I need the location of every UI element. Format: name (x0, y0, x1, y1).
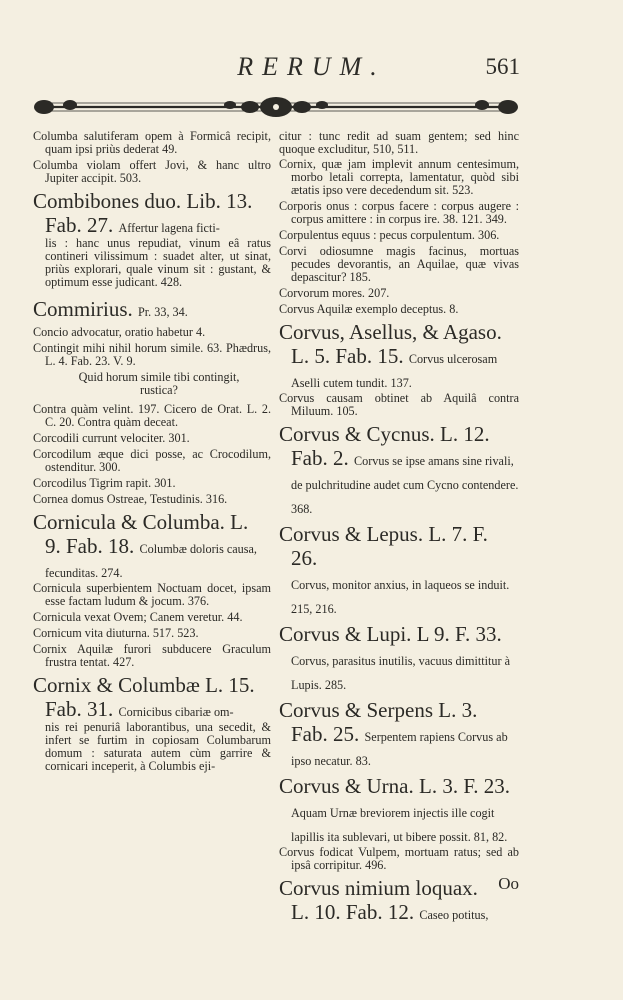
fable-summary: Corvus, parasitus inutilis, vacuus dimittitur à Lupis. 285. (291, 654, 511, 692)
fable-summary: Caseo potitus, (419, 908, 489, 922)
decorative-rule-ornament (30, 92, 522, 122)
index-entry: Corvus causam obtinet ab Aquilâ contra Miluum. 105. (279, 391, 519, 418)
index-entry: citur : tunc redit ad suam gentem; sed hinc quoque excluditur, 510, 511. (279, 129, 519, 156)
fable-heading (279, 774, 519, 846)
fable-heading (279, 422, 519, 518)
fable-summary: Corvus, monitor anxius, in laqueos se induit. 215, 216. (291, 578, 510, 616)
fable-summary: Affertur lagena ficti- (118, 221, 220, 235)
index-entry: Cornicula vexat Ovem; Canem veretur. 44. (33, 610, 243, 624)
index-entry: Corvus fodicat Vulpem, mortuam ratus; sed ab ipsâ corripitur. 496. (279, 845, 519, 872)
index-entry: Corvus Aquilæ exemplo deceptus. 8. (279, 302, 459, 316)
fable-reference: Fab. 27. (45, 213, 114, 237)
index-entry: Corcodilum æque dici posse, ac Crocodilum, ostenditur. 300. (33, 447, 271, 474)
index-entry: Contingit mihi nihil horum simile. 63. Phædrus, L. 4. Fab. 23. V. 9. (33, 341, 271, 368)
index-entry: lis : hanc unus repudiat, vinum eâ ratus contineri vilissimum : suadet alter, ut sinat, priùs explorari, quale vinum sit : gustant, & optimum esse judicant. 428. (45, 236, 271, 289)
fable-summary: Serpentem rapiens Corvus ab ipso necatur. 83. (291, 730, 508, 768)
right-index-column (279, 130, 519, 924)
index-entry: Cornicula superbientem Noctuam docet, ipsam esse factam ludum & jocum. 376. (33, 581, 271, 608)
fable-title: Combibones duo. Lib. 13. (33, 189, 253, 213)
quotation: Quid horum simile tibi contingit, rustica? (78, 370, 240, 397)
fable-heading (279, 522, 519, 618)
index-heading (33, 297, 271, 324)
index-entry: Corpulentus equus : pecus corpulentum. 306. (279, 228, 500, 242)
fable-summary: Aquam Urnæ breviorem injectis ille cogit lapillis ita sublevari, ut bibere possit. 81, 82. (291, 806, 508, 844)
index-entry: Cornea domus Ostreae, Testudinis. 316. (33, 492, 228, 506)
fable-reference: Fab. 25. (291, 722, 360, 746)
running-header: RERUM. (237, 52, 386, 81)
index-heading-title: Commirius. (33, 297, 133, 321)
index-entry: Corcodilus Tigrim rapit. 301. (33, 476, 176, 490)
fable-reference: 9. Fab. 18. (45, 534, 135, 558)
catchword: Oo (498, 874, 519, 893)
fable-heading (279, 622, 519, 694)
fable-reference: Fab. 31. (45, 697, 114, 721)
fable-title: Cornix & Columbæ L. 15. (33, 673, 255, 697)
fable-title: Corvus & Serpens L. 3. (279, 698, 478, 722)
fable-reference: L. 5. Fab. 15. (291, 344, 404, 368)
index-heading-ref: Pr. 33, 34. (138, 305, 188, 319)
fable-heading (33, 510, 271, 582)
fable-heading (279, 876, 519, 924)
fable-heading (279, 698, 519, 770)
fable-title: Corvus nimium loquax. (279, 876, 478, 900)
left-index-column (33, 130, 271, 777)
index-entry: Columba violam offert Jovi, & hanc ultro Jupiter accipit. 503. (33, 158, 271, 185)
fable-title: Cornicula & Columba. L. (33, 510, 249, 534)
fable-summary: Corvus ulcerosam Aselli cutem tundit. 137. (291, 352, 498, 390)
page-number: 561 (485, 54, 520, 79)
fable-reference: L. 10. Fab. 12. (291, 900, 415, 924)
index-entry: Cornix Aquilæ furori subducere Graculum frustra tentat. 427. (33, 642, 271, 669)
index-entry: Corcodili currunt velociter. 301. (33, 431, 190, 445)
index-entry: nis rei penuriâ laborantibus, una secedit, & infert se furtim in copiosam Columbarum domum : saturata autem cùm garrire & cornicari inceperit, à Columbis eji- (45, 720, 271, 773)
index-entry: Cornicum vita diuturna. 517. 523. (33, 626, 199, 640)
fable-heading (33, 673, 271, 721)
fable-title: Corvus & Lupi. L 9. F. 33. (279, 622, 502, 646)
fable-summary: Corvus se ipse amans sine rivali, de pulchritudine audet cum Cycno contendere. 368. (291, 454, 519, 516)
index-entry: Cornix, quæ jam implevit annum centesimum, morbo letali correpta, lamentatur, quòd sibi ætatis ipso vere decedendum sit. 523. (279, 157, 519, 197)
index-entry: Corvi odiosumne magis facinus, mortuas pecudes devorantis, an Aquilae, quæ vivas depascitur? 185. (279, 244, 519, 284)
fable-summary: Cornicibus cibariæ om- (118, 705, 234, 719)
index-entry: Concio advocatur, oratio habetur 4. (33, 325, 206, 339)
index-entry: Corvorum mores. 207. (279, 286, 390, 300)
fable-title: Corvus & Cycnus. L. 12. (279, 422, 490, 446)
fable-title: Corvus, Asellus, & Agaso. (279, 320, 502, 344)
index-entry: Columba salutiferam opem à Formicâ recipit, quam ipsi priùs dederat 49. (33, 129, 271, 156)
fable-title: Corvus & Urna. L. 3. F. 23. (279, 774, 511, 798)
fable-heading (33, 189, 271, 237)
fable-title: Corvus & Lepus. L. 7. F. 26. (279, 522, 488, 570)
fable-heading (279, 320, 519, 392)
index-entry: Contra quàm velint. 197. Cicero de Orat. L. 2. C. 20. Contra quàm deceat. (33, 402, 271, 429)
fable-reference: Fab. 2. (291, 446, 349, 470)
index-entry: Corporis onus : corpus facere : corpus augere : corpus amittere : in corpus ire. 38. 121. 349. (279, 199, 519, 226)
fable-summary: Columbæ doloris causa, fecunditas. 274. (45, 542, 257, 580)
